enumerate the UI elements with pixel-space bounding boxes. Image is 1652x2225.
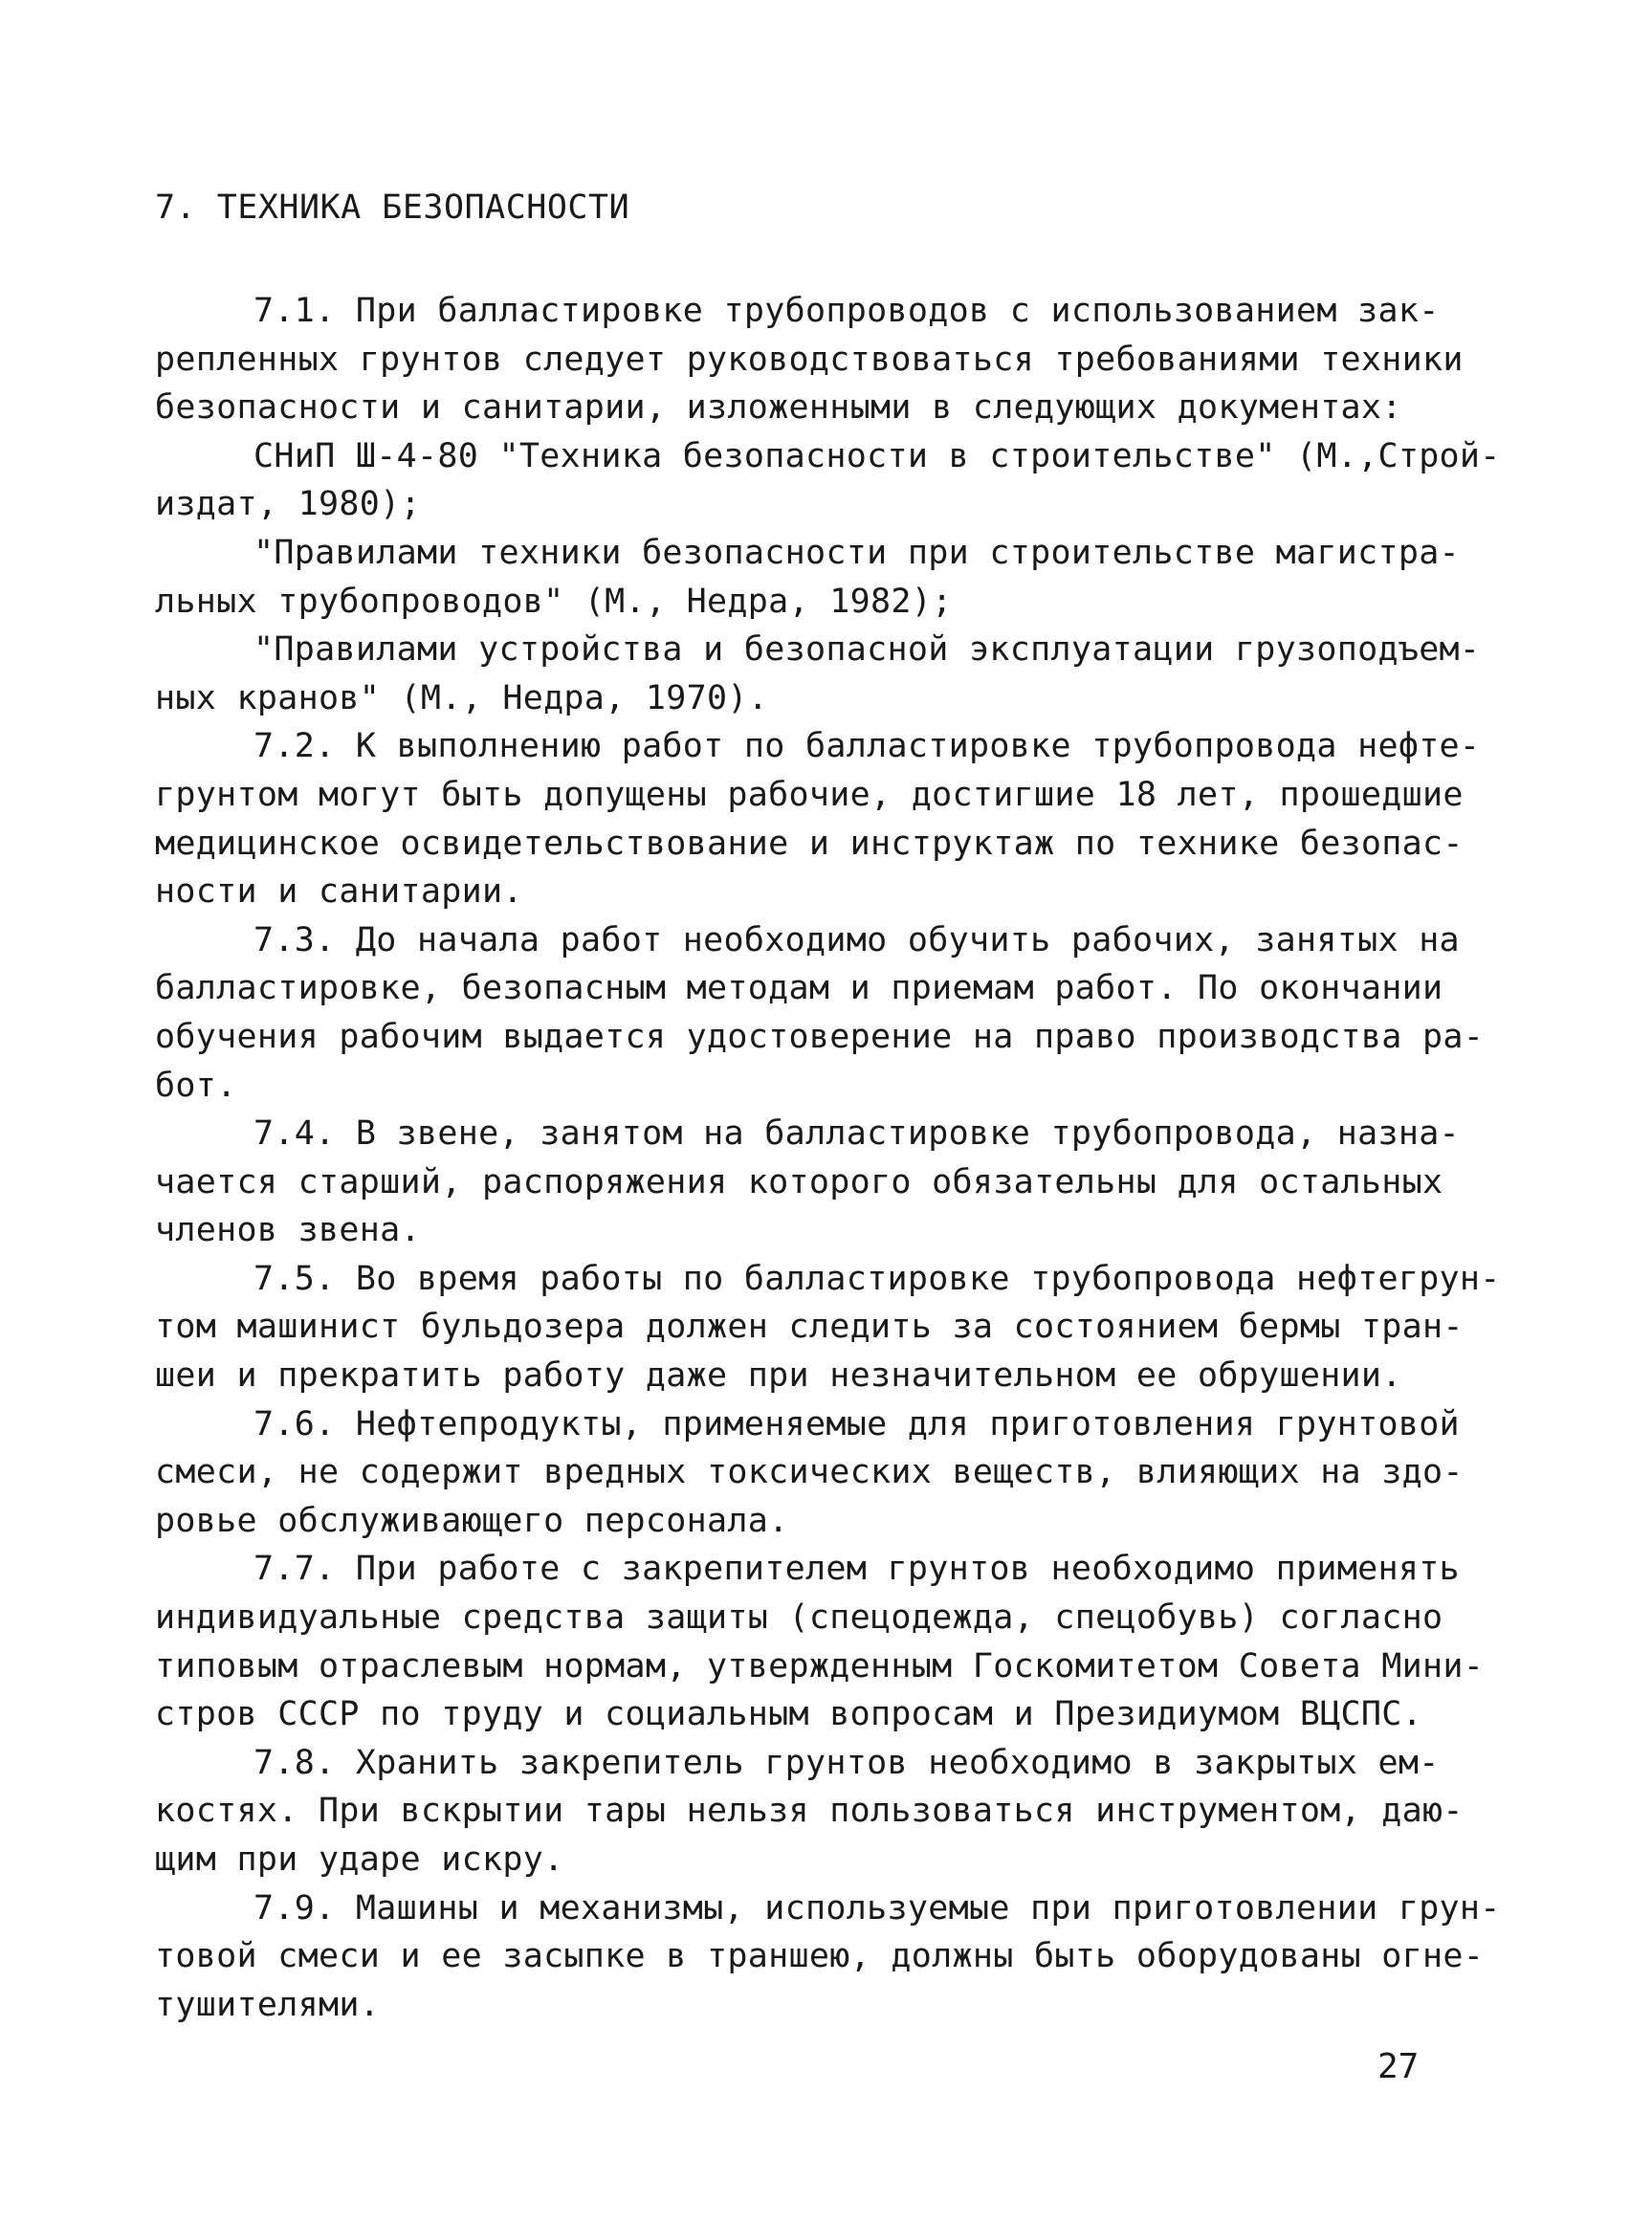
paragraph-line: 7.8. Хранить закрепитель грунтов необходимо в закрытых ем- <box>253 1743 1440 1782</box>
paragraph-line: репленных грунтов следует руководствоваться требованиями техники <box>155 340 1464 379</box>
paragraph-line: 7.2. К выполнению работ по балластировке трубопровода нефте- <box>253 727 1481 766</box>
paragraph-line: товой смеси и ее засыпке в траншею, должны быть оборудованы огне- <box>155 1937 1485 1976</box>
paragraph-line: "Правилами устройства и безопасной эксплуатации грузоподъем- <box>253 630 1481 670</box>
paragraph-line: шеи и прекратить работу даже при незначительном ее обрушении. <box>155 1356 1402 1396</box>
paragraph-line: 7.5. Во время работы по балластировке трубопровода нефтегрун- <box>253 1259 1501 1298</box>
section-heading: 7. ТЕХНИКА БЕЗОПАСНОСТИ <box>155 188 630 227</box>
paragraph-line: 7.1. При балластировке трубопроводов с использованием зак- <box>253 292 1440 330</box>
paragraph-line: 7.9. Машины и механизмы, используемые при приготовлении грун- <box>253 1888 1501 1928</box>
paragraph-line: ровье обслуживающего персонала. <box>155 1501 789 1540</box>
paragraph-line: том машинист бульдозера должен следить за состоянием бермы тран- <box>155 1308 1464 1347</box>
paragraph-line: СНиП Ш-4-80 "Техника безопасности в строительстве" (М.,Строй- <box>253 436 1501 475</box>
body-text <box>155 287 1501 2029</box>
paragraph-line: членов звена. <box>155 1211 421 1250</box>
paragraph-line: медицинское освидетельствование и инструктаж по технике безопас- <box>155 824 1464 863</box>
paragraph-line: ных кранов" (М., Недра, 1970). <box>155 678 769 717</box>
paragraph-line: 7.3. До начала работ необходимо обучить рабочих, занятых на <box>253 920 1460 959</box>
paragraph-line: "Правилами техники безопасности при строительстве магистра- <box>253 533 1460 572</box>
paragraph-line: льных трубопроводов" (М., Недра, 1982); <box>155 582 953 621</box>
paragraph-line: издат, 1980); <box>155 485 421 524</box>
page-number: 27 <box>1377 2047 1420 2086</box>
paragraph-line: ности и санитарии. <box>155 872 523 912</box>
paragraph-line: костях. При вскрытии тары нельзя пользоваться инструментом, даю- <box>155 1792 1464 1831</box>
paragraph-line: стров СССР по труду и социальным вопросам и Президиумом ВЦСПС. <box>155 1695 1423 1734</box>
paragraph-line: грунтом могут быть допущены рабочие, достигшие 18 лет, прошедшие <box>155 775 1464 814</box>
paragraph-line: 7.6. Нефтепродукты, применяемые для приготовления грунтовой <box>253 1404 1460 1443</box>
paragraph-line: 7.7. При работе с закрепителем грунтов необходимо применять <box>253 1550 1460 1589</box>
paragraph-line: тушителями. <box>155 1985 381 2024</box>
paragraph-line: безопасности и санитарии, изложенными в следующих документах: <box>155 388 1402 428</box>
paragraph-line: чается старший, распоряжения которого обязательны для остальных <box>155 1162 1443 1201</box>
paragraph-line: типовым отраслевым нормам, утвержденным Госкомитетом Совета Мини- <box>155 1646 1485 1685</box>
paragraph-line: 7.4. В звене, занятом на балластировке трубопровода, назна- <box>253 1114 1460 1154</box>
paragraph-line: щим при ударе искру. <box>155 1840 564 1879</box>
paragraph-line: обучения рабочим выдается удостоверение на право производства ра- <box>155 1017 1485 1056</box>
paragraph-line: бот. <box>155 1066 237 1105</box>
paragraph-line: балластировке, безопасным методам и приемам работ. По окончании <box>155 969 1443 1008</box>
paragraph-line: смеси, не содержит вредных токсических веществ, влияющих на здо- <box>155 1453 1464 1492</box>
paragraph-line: индивидуальные средства защиты (спецодежда, спецобувь) согласно <box>155 1598 1443 1638</box>
